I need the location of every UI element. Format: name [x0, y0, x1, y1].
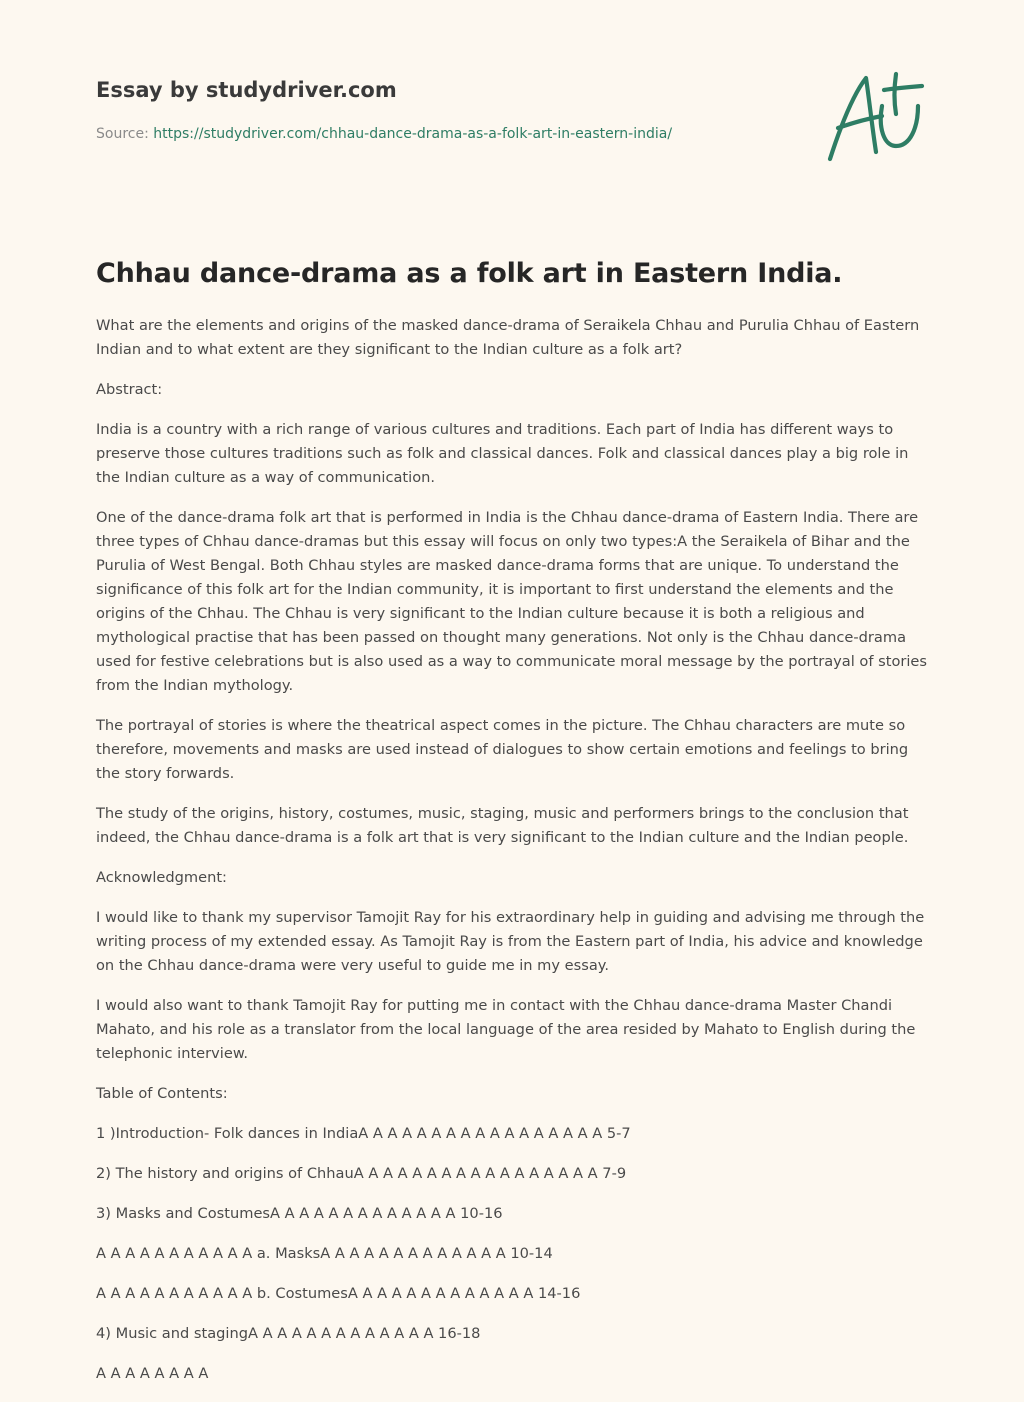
essay-paragraph: 2) The history and origins of ChhauA A A A A A A A A A A A A A A A A 7-9 [96, 1165, 627, 1182]
essay-paragraph: Acknowledgment: [96, 869, 227, 886]
source-label: Source: [96, 126, 149, 142]
source-line [96, 124, 796, 144]
a-plus-grade-icon [822, 66, 928, 166]
essay-title: Chhau dance-drama as a folk art in Eastern India. [96, 258, 843, 289]
essay-paragraph: I would also want to thank Tamojit Ray for putting me in contact with the Chhau dance-drama Master Chandi Mahato, and his role as a translator from the local language of the area resided by Mahato to English during the telephonic interview. [96, 997, 916, 1062]
essay-paragraph: Abstract: [96, 381, 163, 398]
essay-paragraph: 4) Music and stagingA A A A A A A A A A A A A 16-18 [96, 1325, 481, 1342]
essay-paragraph: The study of the origins, history, costumes, music, staging, music and performers brings to the conclusion that indeed, the Chhau dance-drama is a folk art that is very significant to the Indian culture and the Indian people. [96, 805, 909, 846]
essay-body [96, 314, 932, 1402]
brand-title: Essay by studydriver.com [96, 78, 397, 102]
essay-paragraph: One of the dance-drama folk art that is performed in India is the Chhau dance-drama of Eastern India. There are three types of Chhau dance-dramas but this essay will focus on only two types:A the Seraikela of Bihar and the Purulia of West Bengal. Both Chhau styles are masked dance-drama forms that are unique. To understand the significance of this folk art for the Indian community, it is important to first understand the elements and the origins of the Chhau. The Chhau is very significant to the Indian culture because it is both a religious and mythological practise that has been passed on thought many generations. Not only is the Chhau dance-drama used for festive celebrations but is also used as a way to communicate moral message by the portrayal of stories from the Indian mythology. [96, 509, 928, 694]
source-link[interactable]: https://studydriver.com/chhau-dance-drama-as-a-folk-art-in-eastern-india/ [153, 126, 673, 142]
essay-paragraph: 3) Masks and CostumesA A A A A A A A A A A A A 10-16 [96, 1205, 503, 1222]
essay-paragraph: Table of Contents: [96, 1085, 228, 1102]
document-header [96, 76, 796, 144]
essay-paragraph: India is a country with a rich range of various cultures and traditions. Each part of India has different ways to preserve those cultures traditions such as folk and classical dances. Folk and classical dances play a big role in the Indian culture as a way of communication. [96, 421, 909, 486]
essay-paragraph: The portrayal of stories is where the theatrical aspect comes in the picture. The Chhau characters are mute so therefore, movements and masks are used instead of dialogues to show certain emotions and feelings to bring the story forwards. [96, 717, 909, 782]
essay-paragraph: 1 )Introduction- Folk dances in IndiaA A A A A A A A A A A A A A A A A 5-7 [96, 1125, 631, 1142]
essay-paragraph: A A A A A A A A A A A b. CostumesA A A A A A A A A A A A A 14-16 [96, 1285, 581, 1302]
essay-paragraph: What are the elements and origins of the masked dance-drama of Seraikela Chhau and Purulia Chhau of Eastern Indian and to what extent are they significant to the Indian culture as a folk art? [96, 317, 920, 358]
essay-paragraph: A A A A A A A A A A A a. MasksA A A A A A A A A A A A A 10-14 [96, 1245, 553, 1262]
essay-paragraph: A A A A A A A A [96, 1365, 209, 1382]
essay-paragraph: I would like to thank my supervisor Tamojit Ray for his extraordinary help in guiding and advising me through the writing process of my extended essay. As Tamojit Ray is from the Eastern part of India, his advice and knowledge on the Chhau dance-drama were very useful to guide me in my essay. [96, 909, 925, 974]
